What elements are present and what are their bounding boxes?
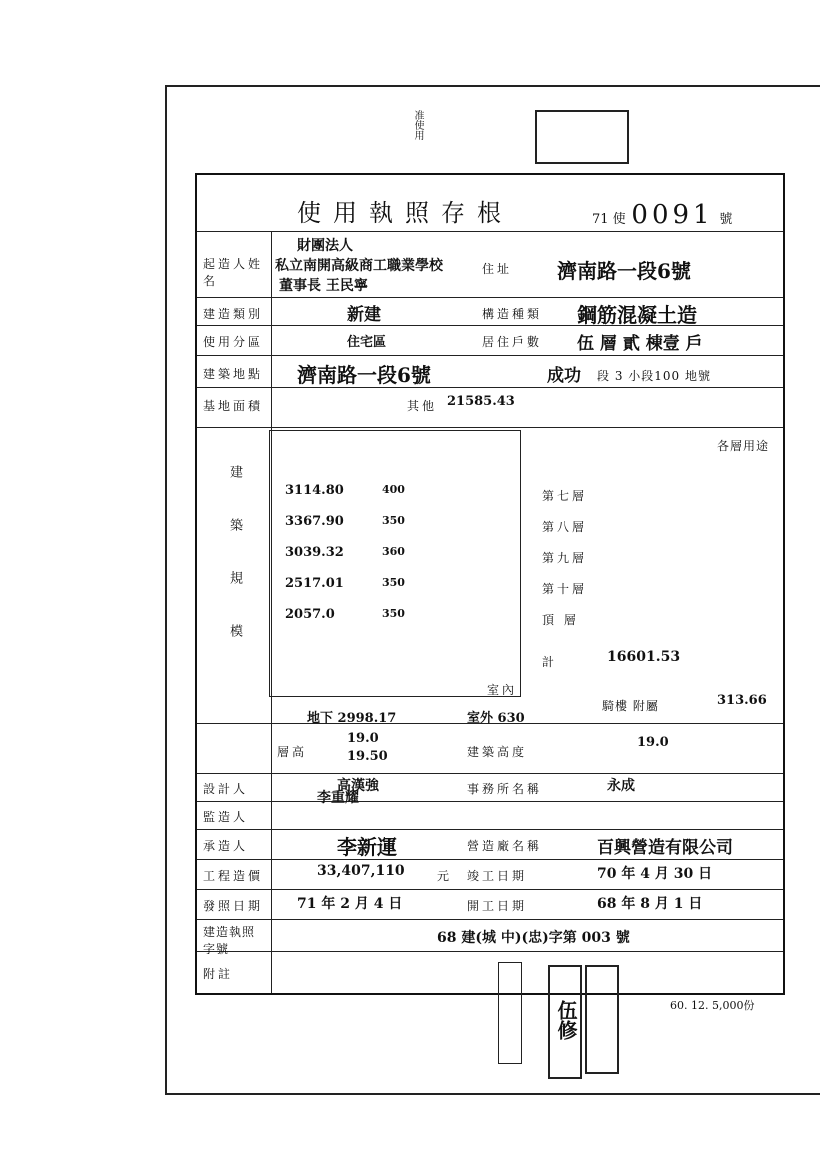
scale-table-stamp — [269, 430, 521, 697]
storey-floor-area: 3367.90 — [285, 514, 344, 529]
top-stamp-right — [535, 110, 629, 164]
permit-ref-label: 建造執照字號 — [203, 925, 256, 956]
site-label: 建築地點 — [203, 367, 264, 381]
cost-value: 33,407,110 — [317, 863, 405, 879]
office-value: 永成 — [607, 778, 635, 794]
site-address: 濟南路一段6號 — [297, 363, 431, 387]
permit-form — [195, 173, 785, 995]
supervisor-label: 監造人 — [203, 810, 249, 824]
applicant-label: 起造人姓名 — [203, 257, 264, 288]
office-label: 事務所名稱 — [467, 782, 543, 796]
scale-use-label: 各層用途 — [717, 439, 770, 453]
storey-height: 360 — [382, 545, 405, 558]
building-height-value: 19.0 — [637, 735, 669, 750]
structure-label: 構造種類 — [482, 307, 543, 321]
storey-floor-area: 2517.01 — [285, 576, 344, 591]
site-section: 成功 — [547, 366, 581, 386]
address-value: 濟南路一段6號 — [557, 259, 691, 283]
storey-height: 350 — [382, 576, 405, 589]
storey-name: 頂 層 — [542, 613, 579, 627]
address-label: 住址 — [482, 262, 513, 276]
scan-border-bottom — [165, 1093, 820, 1095]
bottom-stamp-3 — [585, 965, 619, 1074]
area-other-value: 21585.43 — [447, 394, 515, 409]
storey-height: 400 — [382, 483, 405, 496]
row-divider-supervisor — [197, 801, 783, 830]
area-other-label: 其他 — [407, 399, 438, 413]
area-label: 基地面積 — [203, 399, 264, 413]
scale-basement-value: 地下 2998.17 — [307, 711, 397, 726]
storey-floor-area: 2057.0 — [285, 607, 335, 622]
firm-value: 百興營造有限公司 — [597, 838, 733, 858]
storey-name: 第十層 — [542, 582, 588, 596]
permit-ref-value: 68 建(城 中)(忠)字第 003 號 — [437, 930, 630, 946]
site-section-suffix: 段 3 小段100 地號 — [597, 369, 711, 383]
storey-name: 第九層 — [542, 551, 588, 565]
structure-value: 鋼筋混凝土造 — [577, 303, 697, 327]
storey-height: 350 — [382, 514, 405, 527]
building-height-label: 建築高度 — [467, 745, 528, 759]
start-label: 開工日期 — [467, 899, 528, 913]
usage-value: 住宅區 — [347, 335, 387, 350]
form-title: 使用執照存根 — [297, 199, 513, 227]
cost-label: 工程造價 — [203, 869, 264, 883]
cost-unit: 元 — [437, 869, 453, 883]
applicant-line1: 財團法人 — [297, 238, 353, 254]
top-stamp-left: 准使用 — [412, 110, 423, 140]
storey-height: 350 — [382, 607, 405, 620]
storey-name: 第八層 — [542, 520, 588, 534]
permit-number-value: 0091 — [631, 200, 714, 230]
scan-border-top — [165, 85, 820, 87]
designer-value: 高漢強 — [337, 778, 379, 794]
contractor-value: 李新運 — [337, 835, 397, 859]
storey-name: 第七層 — [542, 489, 588, 503]
start-value: 68 年 8 月 1 日 — [597, 896, 703, 912]
scale-indoor-label: 室內 — [487, 683, 518, 697]
households-value: 伍 層 貳 棟壹 戶 — [577, 334, 703, 354]
scale-outdoor-value: 室外 630 — [467, 711, 525, 726]
scan-border-left — [165, 85, 167, 1095]
issue-value: 71 年 2 月 4 日 — [297, 896, 403, 912]
permit-number-suffix: 號 — [719, 212, 733, 227]
applicant-line2: 私立南開高級商工職業學校 — [275, 258, 443, 274]
scale-total-value: 16601.53 — [607, 649, 681, 665]
story-height-value-2: 19.50 — [347, 749, 388, 764]
households-label: 居住戶數 — [482, 335, 543, 349]
building-type-value: 新建 — [347, 305, 381, 325]
bottom-stamp-1 — [498, 962, 522, 1064]
building-type-label: 建造類別 — [203, 307, 264, 321]
story-height-label: 層高 — [277, 745, 308, 759]
contractor-label: 承造人 — [203, 839, 249, 853]
bottom-stamp-text: 伍修 — [554, 1000, 578, 1040]
applicant-line3: 董事長 王民寧 — [279, 278, 368, 294]
storey-floor-area: 3039.32 — [285, 545, 344, 560]
shelter-label: 騎樓 附屬 — [602, 699, 659, 713]
footer-print-note: 60. 12. 5,000份 — [670, 999, 755, 1012]
row-divider-title — [197, 175, 783, 232]
designer-label: 設計人 — [203, 782, 249, 796]
story-height-value: 19.0 — [347, 731, 379, 746]
usage-label: 使用分區 — [203, 335, 264, 349]
note-label: 附註 — [203, 967, 234, 981]
scale-label: 建築規模 — [227, 465, 242, 677]
scale-total-label: 計 — [542, 655, 558, 669]
storey-floor-area: 3114.80 — [285, 483, 344, 498]
supervisor-value: 李重耀 — [317, 790, 359, 806]
issue-label: 發照日期 — [203, 899, 264, 913]
complete-label: 竣工日期 — [467, 869, 528, 883]
shelter-value: 313.66 — [717, 693, 767, 708]
firm-label: 營造廠名稱 — [467, 839, 543, 853]
complete-value: 70 年 4 月 30 日 — [597, 866, 713, 882]
permit-number-prefix: 71 使 — [592, 212, 626, 227]
